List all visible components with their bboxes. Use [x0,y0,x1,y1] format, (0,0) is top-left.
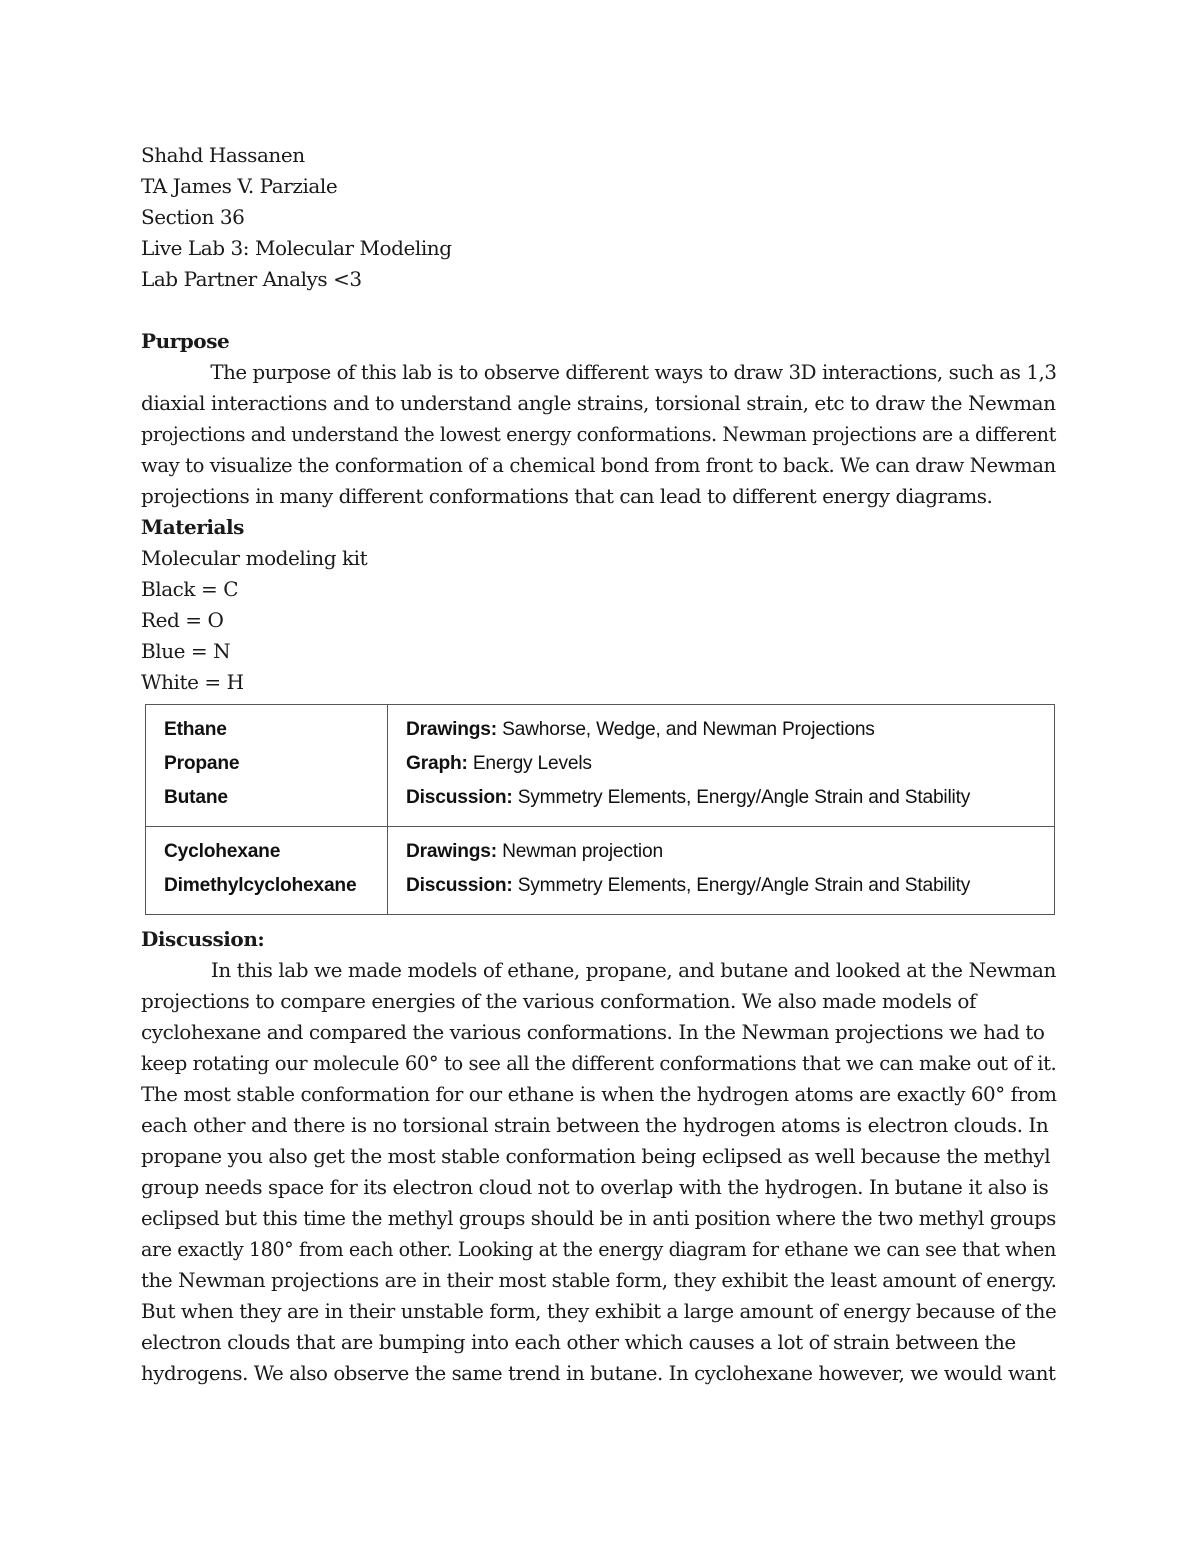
discussion-line: eclipsed but this time the methyl groups should be in anti position where the two methyl groups [141,1206,1056,1230]
discussion-line: group needs space for its electron cloud not to overlap with the hydrogen. In butane it also is [141,1175,1049,1199]
task-text: Sawhorse, Wedge, and Newman Projections [496,719,875,740]
purpose-line: diaxial interactions and to understand angle strains, torsional strain, etc to draw the Newman [141,391,1056,415]
task-label: Drawings: [406,841,497,862]
section-number: Section 36 [141,205,245,229]
materials-item: Red = O [141,608,224,632]
purpose-heading: Purpose [141,329,230,353]
discussion-line: The most stable conformation for our ethane is when the hydrogen atoms are exactly 60° from [141,1082,1057,1106]
purpose-line: The purpose of this lab is to observe different ways to draw 3D interactions, such as 1,3 [210,360,1057,384]
task-text: Symmetry Elements, Energy/Angle Strain and Stability [512,875,971,896]
discussion-line: keep rotating our molecule 60° to see all the different conformations that we can make out of it. [141,1051,1057,1075]
task-cell [388,705,1055,827]
discussion-line: are exactly 180° from each other. Looking at the energy diagram for ethane we can see that when [141,1237,1056,1261]
materials-item: Black = C [141,577,239,601]
molecule-name: Butane [164,787,228,808]
ta-name: TA James V. Parziale [141,174,338,198]
task-text: Newman projection [496,841,663,862]
table-row [146,827,1055,915]
molecule-cell [146,705,388,827]
discussion-heading: Discussion: [141,927,265,951]
discussion-line: electron clouds that are bumping into each other which causes a lot of strain between the [141,1330,1016,1354]
discussion-line: cyclohexane and compared the various conformations. In the Newman projections we had to [141,1020,1045,1044]
lab-partner: Lab Partner Analys <3 [141,267,362,291]
task-line [406,713,1054,747]
discussion-line: the Newman projections are in their most stable form, they exhibit the least amount of energy. [141,1268,1057,1292]
purpose-paragraph [141,357,1056,512]
task-label: Drawings: [406,719,497,740]
task-line [406,869,1054,903]
task-text: Symmetry Elements, Energy/Angle Strain and Stability [512,787,971,808]
discussion-line: projections to compare energies of the various conformation. We also made models of [141,989,976,1013]
document-page [141,140,1056,698]
task-line [406,781,1054,815]
task-line [406,747,1054,781]
molecule-name: Ethane [164,719,227,740]
materials-heading: Materials [141,515,244,539]
discussion-line: In this lab we made models of ethane, propane, and butane and looked at the Newman [210,958,1056,982]
molecule-cell [146,827,388,915]
purpose-line: projections in many different conformations that can lead to different energy diagrams. [141,484,993,508]
lab-title: Live Lab 3: Molecular Modeling [141,236,452,260]
table-row [146,705,1055,827]
discussion-section [141,924,1056,1389]
materials-item: Blue = N [141,639,231,663]
purpose-line: way to visualize the conformation of a chemical bond from front to back. We can draw Newman [141,453,1056,477]
materials-item: Molecular modeling kit [141,546,368,570]
discussion-line: each other and there is no torsional strain between the hydrogen atoms is electron clouds. In [141,1113,1049,1137]
task-label: Discussion: [406,787,513,808]
discussion-paragraph [141,955,1056,1389]
molecule-name: Cyclohexane [164,841,281,862]
author-name: Shahd Hassanen [141,143,305,167]
materials-list [141,543,1056,698]
task-line [406,835,1054,869]
molecule-name: Dimethylcyclohexane [164,875,357,896]
purpose-line: projections and understand the lowest energy conformations. Newman projections are a different [141,422,1056,446]
task-text: Energy Levels [467,753,592,774]
task-label: Graph: [406,753,468,774]
materials-item: White = H [141,670,244,694]
discussion-line: propane you also get the most stable conformation being eclipsed as well because the methyl [141,1144,1051,1168]
molecule-name: Propane [164,753,240,774]
task-label: Discussion: [406,875,513,896]
task-cell [388,827,1055,915]
discussion-line: But when they are in their unstable form, they exhibit a large amount of energy because of the [141,1299,1057,1323]
molecules-table [145,704,1055,915]
discussion-line: hydrogens. We also observe the same trend in butane. In cyclohexane however, we would want [141,1361,1056,1385]
header-block [141,140,1056,295]
